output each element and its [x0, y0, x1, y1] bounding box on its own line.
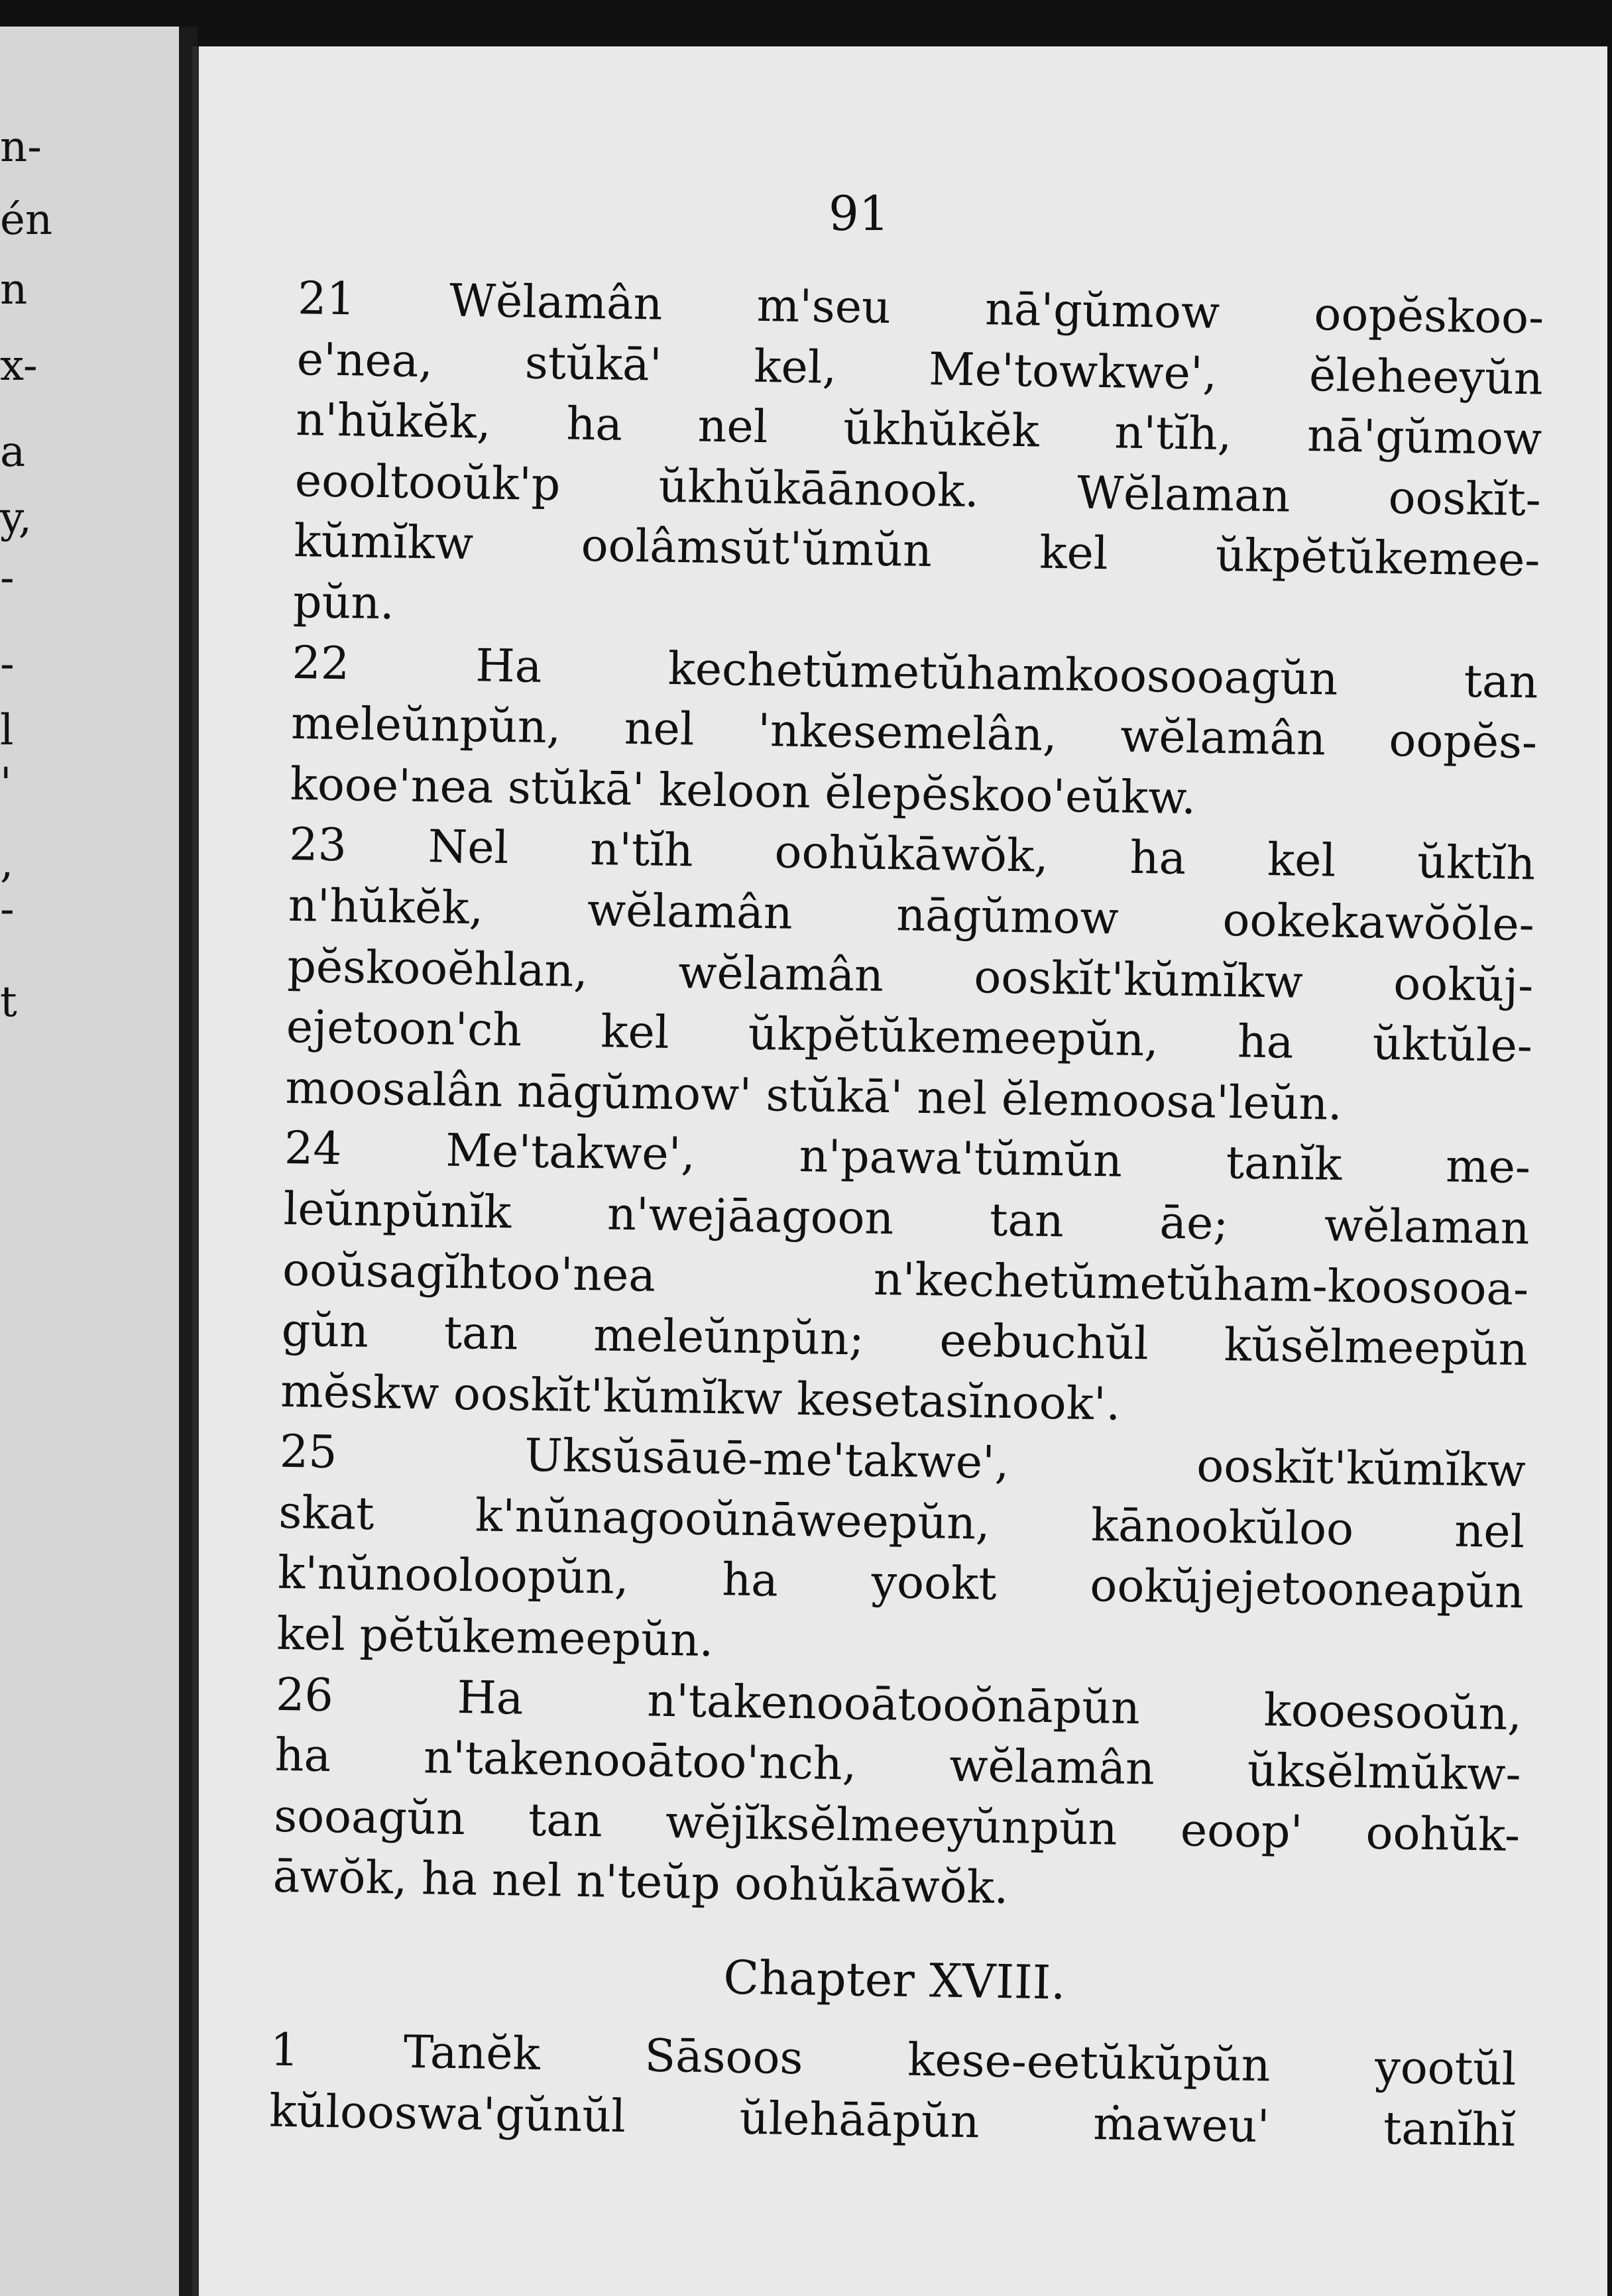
text-line: n'hŭkĕk, wĕlamân nāgŭmow ookekawŏŏle- [288, 879, 1535, 952]
text-line: meleŭnpŭn, nel 'nkesemelân, wĕlamân oopĕs- [290, 697, 1538, 770]
text-line: sooagŭn tan wĕjĭksĕlmeeyŭnpŭn eoop' oohŭk- [273, 1790, 1521, 1863]
facing-page-fragment: - [0, 885, 15, 934]
facing-page-fragment: y, [0, 494, 32, 543]
facing-page-fragment: l [0, 706, 14, 755]
facing-page-fragment: t [0, 978, 17, 1027]
page [192, 46, 1607, 2296]
text-line: ooŭsagĭhtoo'nea n'kechetŭmetŭham-koosooa- [282, 1243, 1529, 1316]
text-line: ha n'takenooātoo'nch, wĕlamân ŭksĕlmŭkw- [274, 1729, 1522, 1802]
text-line: kooe'nea stŭkā' keloon ĕlepĕskoo'eŭkw. [290, 758, 1196, 825]
text-line: 23 Nel n'tĭh oohŭkāwŏk, ha kel ŭktĭh [288, 819, 1536, 891]
text-line: 1 Tanĕk Sāsoos kese-eetŭkŭpŭn yootŭl [270, 2024, 1517, 2096]
text-line: kŭmĭkw oolâmsŭt'ŭmŭn kel ŭkpĕtŭkemee- [293, 515, 1540, 587]
text-line: pĕskooĕhlan, wĕlamân ooskĭt'kŭmĭkw ookŭj- [286, 940, 1534, 1012]
text-line: k'nŭnooloopŭn, ha yookt ookŭjejetooneapŭn [277, 1547, 1525, 1619]
text-line: skat k'nŭnagooŭnāweepŭn, kānookŭloo nel [278, 1486, 1525, 1559]
chapter-heading: Chapter XVIII. [722, 1950, 1066, 2010]
facing-page-fragment: n [0, 265, 28, 314]
facing-page-edge [0, 27, 184, 2296]
text-line: eooltooŭk'p ŭkhŭkāānook. Wĕlaman ooskĭt- [294, 454, 1542, 527]
facing-page-fragment: n- [0, 123, 42, 172]
facing-page-fragment: x- [0, 341, 38, 390]
chapter-verse-lines [269, 2020, 1517, 2161]
text-line: mĕskw ooskĭt'kŭmĭkw kesetasĭnook'. [280, 1365, 1121, 1431]
text-line: āwŏk, ha nel n'teŭp oohŭkāwŏk. [272, 1851, 1009, 1915]
text-line: kel pĕtŭkemeepŭn. [276, 1607, 715, 1668]
facing-page-fragment: a [0, 428, 26, 477]
text-line: ejetoon'ch kel ŭkpĕtŭkemeepŭn, ha ŭktŭle- [286, 1000, 1533, 1073]
text-line: pŭn. [292, 575, 395, 630]
facing-page-fragment: - [0, 553, 15, 603]
facing-page-fragment: - [0, 640, 15, 689]
text-line: n'hŭkĕk, ha nel ŭkhŭkĕk n'tĭh, nā'gŭmow [295, 394, 1542, 466]
text-line: 26 Ha n'takenooātooŏnāpŭn kooesooŭn, [275, 1668, 1523, 1741]
text-line: gŭn tan meleŭnpŭn; eebuchŭl kŭsĕlmeepŭn [281, 1304, 1528, 1377]
facing-page-fragment: , [0, 838, 14, 888]
text-line: 21 Wĕlamân m'seu nā'gŭmow oopĕskoo- [297, 272, 1544, 345]
page-number: 91 [829, 186, 890, 241]
text-line: e'nea, stŭkā' kel, Me'towkwe', ĕleheeyŭn [296, 333, 1544, 406]
text-line: 25 Uksŭsāuē-me'takwe', ooskĭt'kŭmĭkw [279, 1426, 1526, 1498]
body-text [269, 268, 1544, 2161]
facing-page-fragment: ' [0, 759, 12, 808]
text-line: kŭlooswa'gŭnŭl ŭlehāāpŭn ṁaweu' tanĭhĭ [268, 2085, 1516, 2157]
text-line: moosalân nāgŭmow' stŭkā' nel ĕlemoosa'leŭn. [284, 1061, 1343, 1131]
verse-lines [272, 268, 1544, 1927]
facing-page-fragment: én [0, 196, 53, 245]
text-line: leŭnpŭnĭk n'wejāagoon tan āe; wĕlaman [283, 1182, 1530, 1255]
text-line: 24 Me'takwe', n'pawa'tŭmŭn tanĭk me- [284, 1122, 1531, 1194]
text-line: 22 Ha kechetŭmetŭhamkoosooagŭn tan [292, 636, 1539, 709]
